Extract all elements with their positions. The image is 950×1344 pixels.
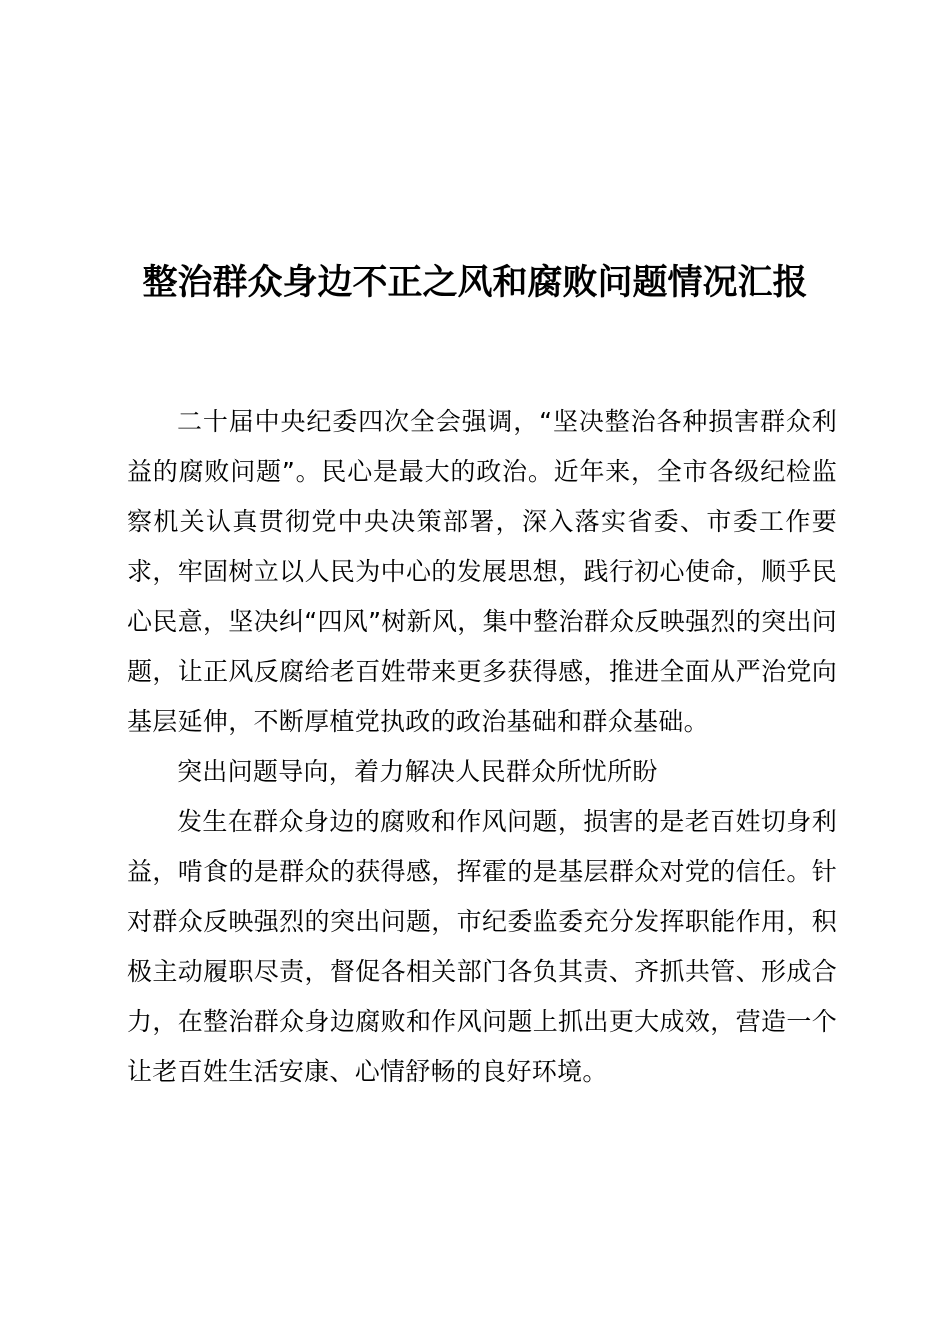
document-body — [127, 397, 837, 1097]
paragraph-body: 发生在群众身边的腐败和作风问题，损害的是老百姓切身利益，啃食的是群众的获得感，挥霍的是基层群众对党的信任。针对群众反映强烈的突出问题，市纪委监委充分发挥职能作用，积极主动履职尽责，督促各相关部门各负其责、齐抓共管、形成合力，在整治群众身边腐败和作风问题上抓出更大成效，营造一个让老百姓生活安康、心情舒畅的良好环境。 — [127, 807, 837, 1086]
section-heading: 突出问题导向，着力解决人民群众所忧所盼 — [177, 757, 658, 786]
document-title: 整治群众身边不正之风和腐败问题情况汇报 — [142, 263, 808, 303]
paragraph-intro: 二十届中央纪委四次全会强调，“坚决整治各种损害群众利益的腐败问题”。民心是最大的政治。近年来，全市各级纪检监察机关认真贯彻党中央决策部署，深入落实省委、市委工作要求，牢固树立以人民为中心的发展思想，践行初心使命，顺乎民心民意，坚决纠“四风”树新风，集中整治群众反映强烈的突出问题，让正风反腐给老百姓带来更多获得感，推进全面从严治党向基层延伸，不断厚植党执政的政治基础和群众基础。 — [127, 407, 837, 736]
